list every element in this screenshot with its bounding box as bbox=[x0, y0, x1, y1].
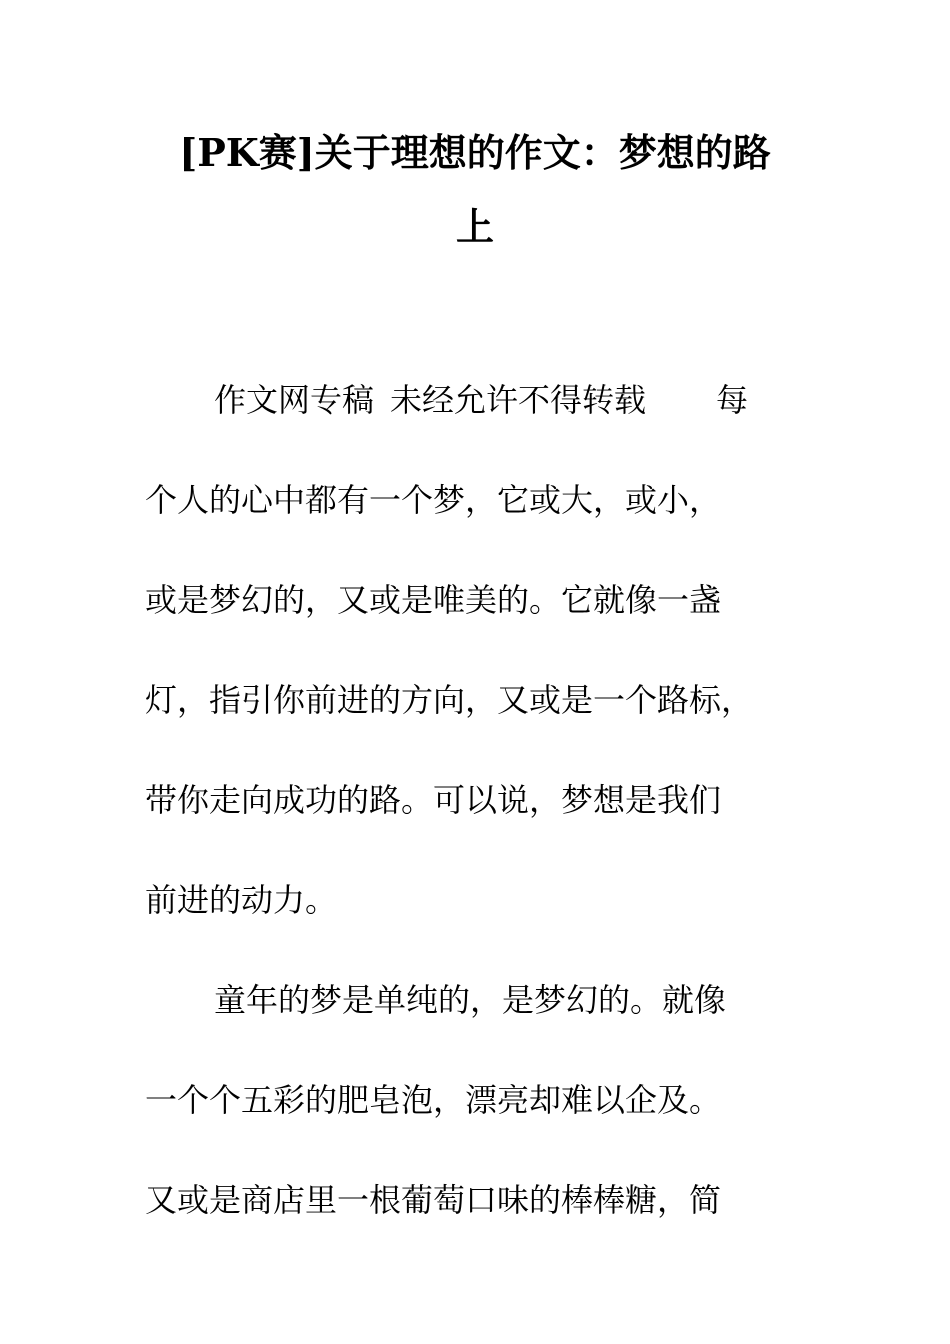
document-title-line-1: [PK赛]关于理想的作文：梦想的路 bbox=[179, 130, 771, 175]
document-title-line-2: 上 bbox=[455, 204, 494, 249]
body-line: 前进的动力。 bbox=[145, 881, 338, 919]
body-line: 灯，指引你前进的方向，又或是一个路标， bbox=[145, 681, 754, 719]
body-line: 一个个五彩的肥皂泡，漂亮却难以企及。 bbox=[145, 1081, 722, 1119]
copyright-note: 未经允许不得转载 bbox=[390, 381, 647, 419]
body-line: 带你走向成功的路。可以说，梦想是我们 bbox=[145, 781, 722, 819]
source-note: 作文网专稿 bbox=[214, 381, 375, 419]
body-line bbox=[214, 381, 749, 419]
body-line: 或是梦幻的，又或是唯美的。它就像一盏 bbox=[145, 581, 722, 619]
body-text: 每 bbox=[716, 381, 749, 419]
body-line: 又或是商店里一根葡萄口味的棒棒糖，简 bbox=[145, 1181, 722, 1219]
body-line: 童年的梦是单纯的，是梦幻的。就像 bbox=[214, 981, 727, 1019]
body-line: 个人的心中都有一个梦，它或大，或小， bbox=[145, 481, 722, 519]
